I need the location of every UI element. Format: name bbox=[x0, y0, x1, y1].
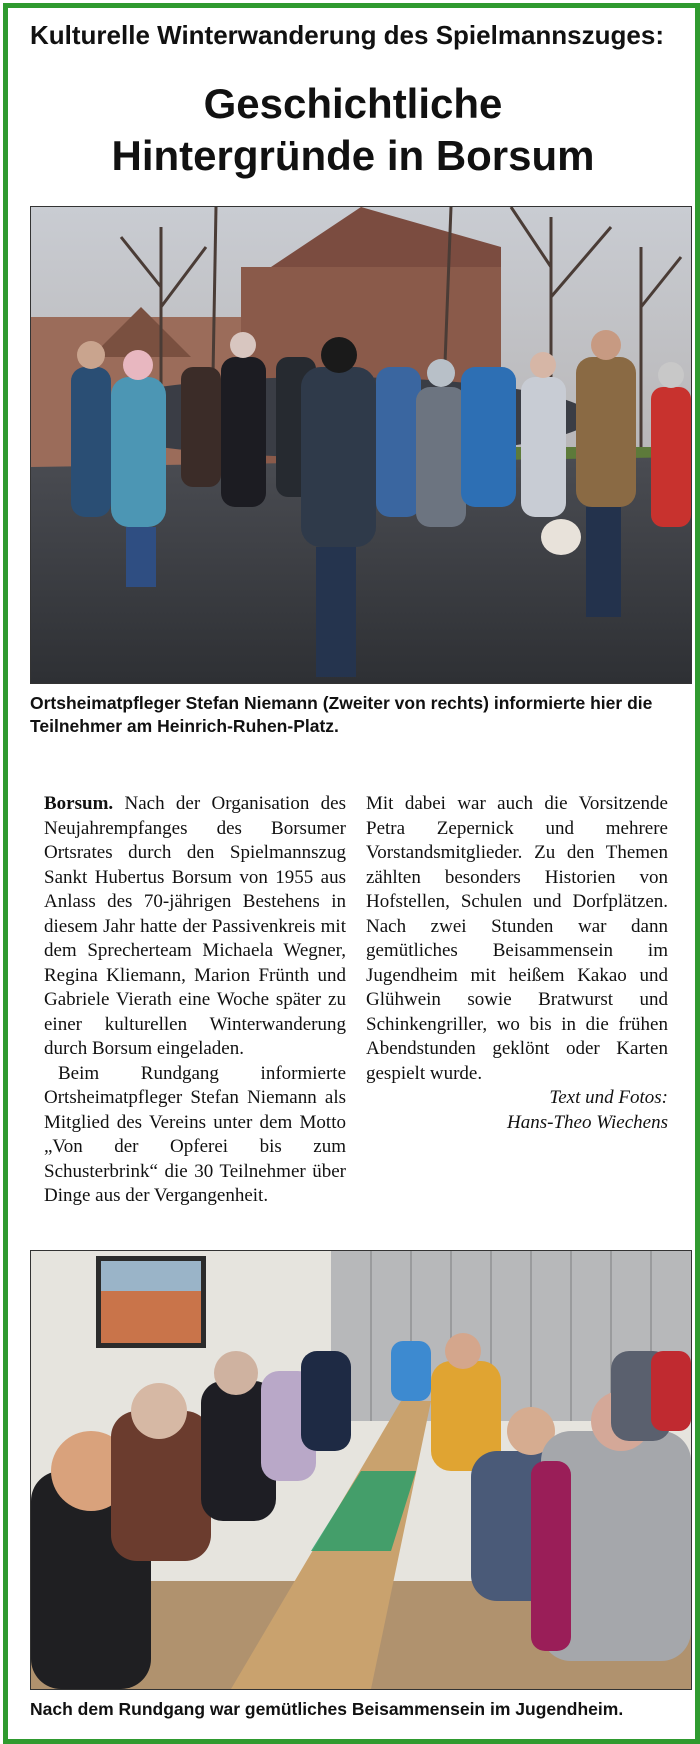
photo-gathering-indoor bbox=[30, 1250, 692, 1690]
photo-gathering-indoor-image bbox=[31, 1251, 691, 1689]
article-paragraph-2: Beim Rundgang informierte Ortsheimatpfleger Stefan Niemann als Mitglied des Vereins unter dem Motto „Von der Opferei bis zum Schusterbrink“ die 30 Teilnehmer über Dinge aus der Vergangenheit. bbox=[44, 1062, 346, 1206]
photo1-caption: Ortsheimatpfleger Stefan Niemann (Zweiter von rechts) informierte hier die Teilnehmer am Heinrich-Ruhen-Platz. bbox=[30, 693, 653, 736]
photo2-caption: Nach dem Rundgang war gemütliches Beisammensein im Jugendheim. bbox=[30, 1699, 624, 1719]
article-paragraph-1-text: Nach der Organisation des Neujahrempfanges des Borsumer Ortsrates durch den Spielmannszug Sankt Hubertus Borsum von 1955 aus Anlass des 70-jährigen Bestehens in diesem Jahr hatte der Passivenkreis mit dem Sprecherteam Michaela Wegner, Regina Kliemann, Marion Frünth und Gabriele Vierath eine Woche später zu einer kulturellen Winterwanderung durch Borsum eingeladen. bbox=[44, 793, 346, 1059]
headline-line-1: Geschichtliche bbox=[203, 80, 503, 127]
article-paragraph-1 bbox=[44, 792, 346, 1062]
photo-group-outdoor bbox=[30, 206, 692, 684]
article-headline bbox=[28, 78, 678, 182]
dateline-place: Borsum. bbox=[44, 793, 114, 814]
photo-credit-label: Text und Fotos: bbox=[549, 1087, 668, 1108]
photo-credit-author: Hans-Theo Wiechens bbox=[507, 1111, 668, 1133]
article-paragraph-3: Mit dabei war auch die Vorsitzende Petra Zepernick und mehrere Vorstandsmitglieder. Zu den Themen zählten besonders Historien von Hofstellen, Schulen und Dorfplätzen. Nach zwei Stunden war dann gemütliches Beisammensein im Jugendheim mit heißem Kakao und Glühwein sowie Bratwurst und Schinkengriller, wo bis in die frühen Abendstunden geklönt oder Karten gespielt wurde. bbox=[366, 793, 668, 1084]
article-frame bbox=[3, 3, 700, 1744]
headline-line-2: Hintergründe in Borsum bbox=[111, 132, 595, 179]
article-column-1 bbox=[44, 792, 346, 1209]
photo-group-outdoor-image bbox=[31, 207, 691, 683]
article-kicker: Kulturelle Winterwanderung des Spielmannszuges: bbox=[30, 20, 664, 50]
article-column-2 bbox=[366, 792, 668, 1135]
